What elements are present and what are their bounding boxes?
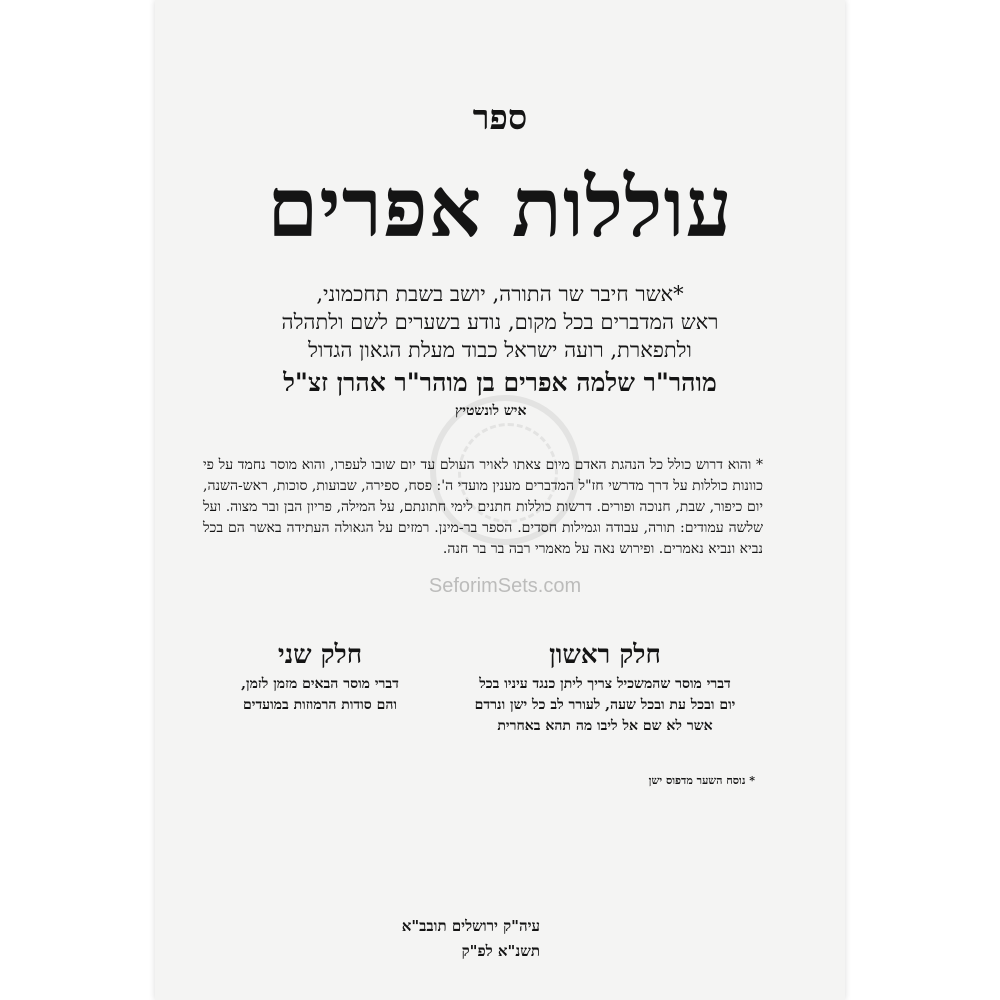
parts-section [195, 640, 755, 750]
book-title: עוללות אפרים [267, 160, 733, 256]
author-line-2: ראש המדברים בכל מקום, נודע בשערים לשם ולתהלה [281, 310, 719, 334]
part-two [195, 640, 445, 716]
author-name: מוהר"ר שלמה אפרים בן מוהר"ר אהרן זצ"ל [283, 368, 717, 397]
part-one-heading: חלק ראשון [549, 640, 661, 670]
author-line-1: *אשר חיבר שר התורה, יושב בשבת תחכמוני, [316, 282, 684, 306]
part-one-line: דברי מוסר שהמשכיל צריך ליתן כנגד עיניו בכל [479, 676, 731, 692]
part-two-line: והם סודות הרמוזות במועדים [243, 697, 397, 713]
book-description: * והוא דרוש כולל כל הנהגת האדם מיום צאתו לאויר העולם עד יום שובו לעפרו, והוא מוסר נחמד על פי כוונות כוללות על דרך מדרשי חז"ל המדברים מענין מועדי ה': פסח, ספירה, שבועות, סוכות, ראש-השנה, יום כיפור, שבת, חנוכה ופורים. דרשות כוללות חתנים לימי חתונתם, על המילה, פריון הבן ובר מצוה. ועל שלשה עמודים: תורה, עבודה וגמילות חסדים. הספר בר-מינן. רמזים על הגאולה העתידה באשר הם בכל נביא ונביא נאמרים. ופירוש נאה על מאמרי רבה בר בר חנה. [203, 457, 763, 557]
part-one-line: יום ובכל עת ובכל שעה, לעורר לב כל ישן ונרדם [474, 697, 736, 713]
imprint-year: תשנ"א לפ"ק [461, 942, 540, 960]
author-line-3: ולתפארת, רועה ישראל כבוד מעלת הגאון הגדול [308, 338, 692, 362]
book-page [155, 0, 845, 1000]
part-two-heading: חלק שני [277, 640, 363, 670]
part-two-line: דברי מוסר הבאים מזמן לזמן, [241, 676, 399, 692]
footnote: * נוסח השער מדפוס ישן [648, 774, 755, 787]
watermark-site-text: SeforimSets.com [428, 575, 582, 597]
part-one-line: אשר לא שם אל ליבו מה תהא באחרית [497, 718, 713, 734]
author-city: איש לונשטיץ [455, 403, 527, 419]
header-label: ספר [472, 98, 528, 138]
part-one [455, 640, 755, 737]
imprint-place: עיה"ק ירושלים תובב"א [401, 917, 540, 935]
